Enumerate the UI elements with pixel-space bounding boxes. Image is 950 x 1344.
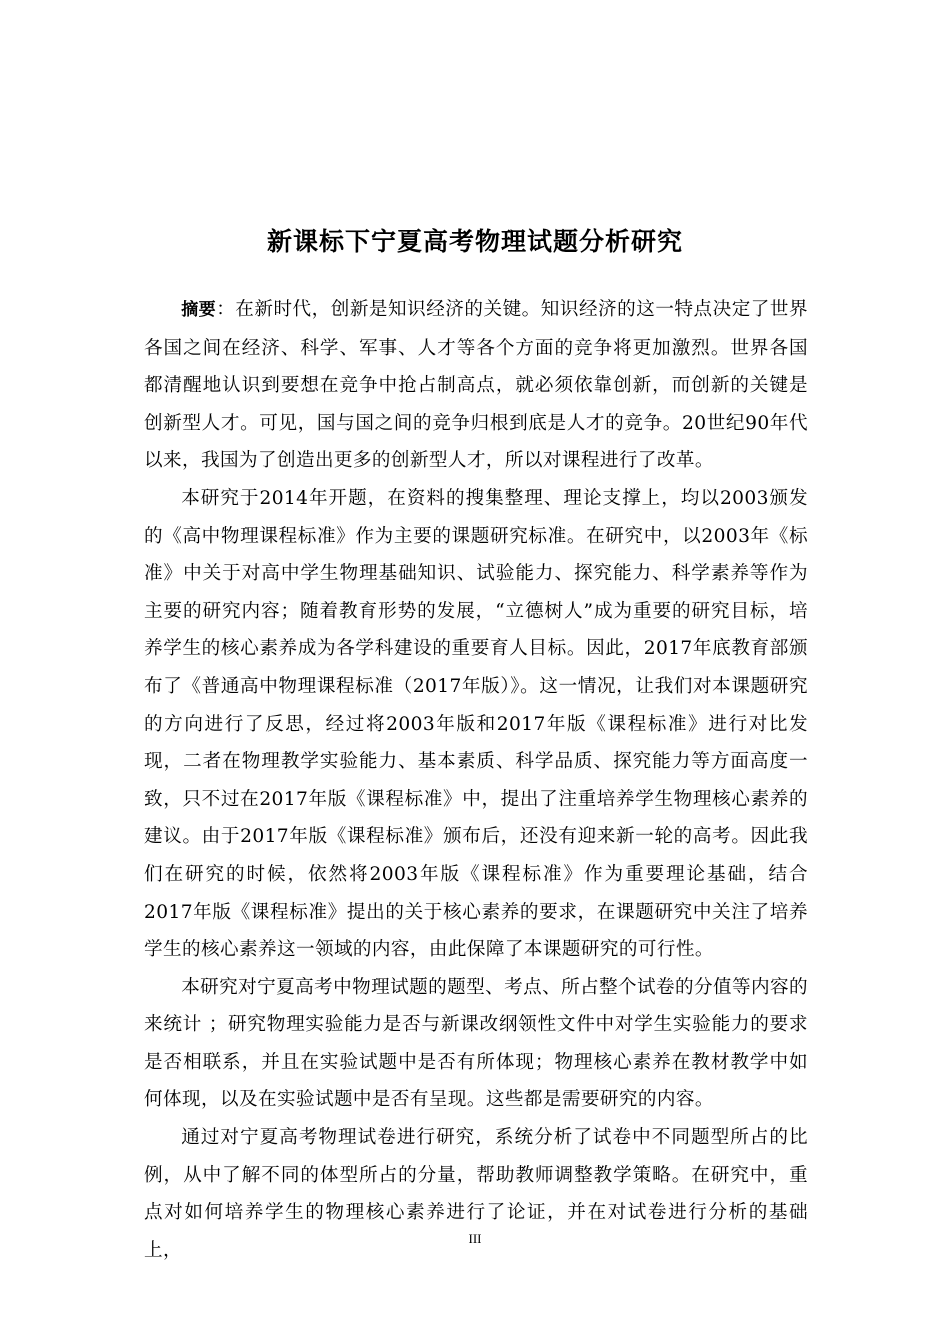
abstract-label: 摘要: [181, 300, 217, 320]
document-title: 新课标下宁夏高考物理试题分析研究: [266, 227, 683, 256]
paragraph-text: 本研究于2014年开题，在资料的搜集整理、理论支撑上，均以2003颁发的《高中物理课程标准》作为主要的课题研究标准。在研究中，以2003年《标准》中关于对高中学生物理基础知识、试验能力、探究能力、科学素养等作为主要的研究内容；随着教育形势的发展，“立德树人”成为重要的研究目标，培养学生的核心素养成为各学科建设的重要育人目标。因此，2017年底教育部颁布了《普通高中物理课程标准（2017年版）》。这一情况，让我们对本课题研究的方向进行了反思，经过将2003年版和2017年版《课程标准》进行对比发现，二者在物理教学实验能力、基本素质、科学品质、探究能力等方面高度一致，只不过在2017年版《课程标准》中，提出了注重培养学生物理核心素养的建议。由于2017年版《课程标准》颁布后，还没有迎来新一轮的高考。因此我们在研究的时候，依然将2003年版《课程标准》作为重要理论基础，结合2017年版《课程标准》提出的关于核心素养的要求，在课题研究中关注了培养学生的核心素养这一领域的内容，由此保障了本课题研究的可行性。: [144, 487, 808, 961]
paragraph-text: 本研究对宁夏高考中物理试题的题型、考点、所占整个试卷的分值等内容的来统计 ；研究物理实验能力是否与新课改纲领性文件中对学生实验能力的要求是否相联系，并且在实验试题中是否有所体现；物理核心素养在教材教学中如何体现，以及在实验试题中是否有呈现。这些都是需要研究的内容。: [144, 976, 808, 1111]
abstract-body: [144, 291, 808, 1269]
abstract-paragraph: [144, 291, 808, 480]
paragraph-text: 在新时代，创新是知识经济的关键。知识经济的这一特点决定了世界各国之间在经济、科学、军事、人才等各个方面的竞争将更加激烈。世界各国都清醒地认识到要想在竞争中抢占制高点，就必须依靠创新，而创新的关键是创新型人才。可见，国与国之间的竞争归根到底是人才的竞争。20世纪90年代以来，我国为了创造出更多的创新型人才，所以对课程进行了改革。: [144, 299, 808, 472]
body-paragraph: [144, 480, 808, 969]
abstract-label-separator: ：: [216, 299, 236, 320]
page-number: III: [468, 1231, 482, 1246]
paragraph-text: 通过对宁夏高考物理试卷进行研究，系统分析了试卷中不同题型所占的比例，从中了解不同的体型所占的分量，帮助教师调整教学策略。在研究中，重点对如何培养学生的物理核心素养进行了论证，并在对试卷进行分析的基础上，: [144, 1127, 808, 1261]
body-paragraph: [144, 969, 808, 1119]
